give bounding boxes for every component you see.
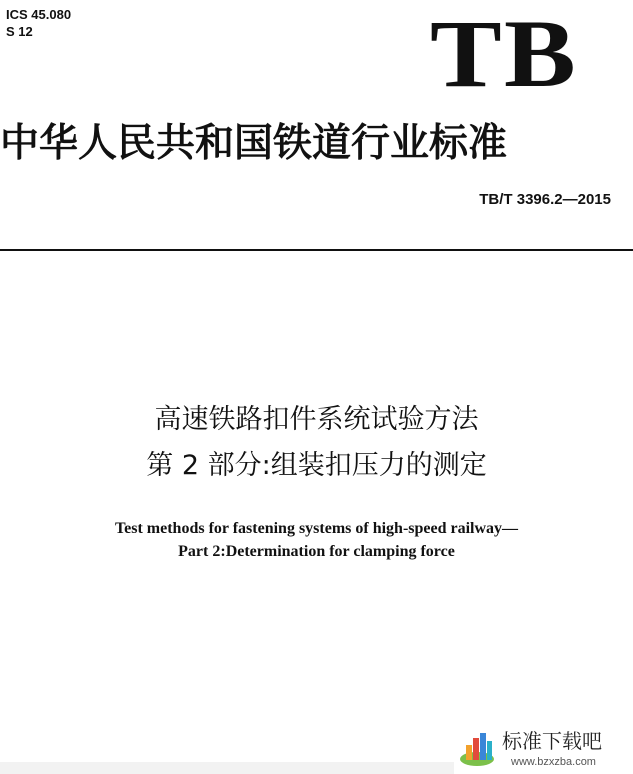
watermark-logo-icon <box>457 729 497 769</box>
ics-code: ICS 45.080 <box>6 7 72 22</box>
title-en-line1: Test methods for fastening systems of high-speed railway— <box>114 520 519 537</box>
title-en-line2: Part 2:Determination for clamping force <box>178 543 455 560</box>
watermark-text: 标准下载吧 <box>502 729 602 753</box>
title-cn-line1: 高速铁路扣件系统试验方法 <box>154 404 479 435</box>
classification-codes <box>6 6 71 40</box>
class-code: S 12 <box>6 24 33 39</box>
tb-logo: TB <box>430 0 578 107</box>
watermark-url[interactable]: www.bzxzba.com <box>511 756 596 768</box>
standard-code: TB/T 3396.2—2015 <box>479 191 611 208</box>
standard-name: 中华人民共和国铁道行业标准 <box>0 121 508 166</box>
bottom-strip <box>0 762 454 774</box>
header-divider <box>0 249 633 251</box>
title-cn-line2: 第 2 部分:组装扣压力的测定 <box>146 450 487 481</box>
watermark-badge[interactable] <box>454 725 633 774</box>
